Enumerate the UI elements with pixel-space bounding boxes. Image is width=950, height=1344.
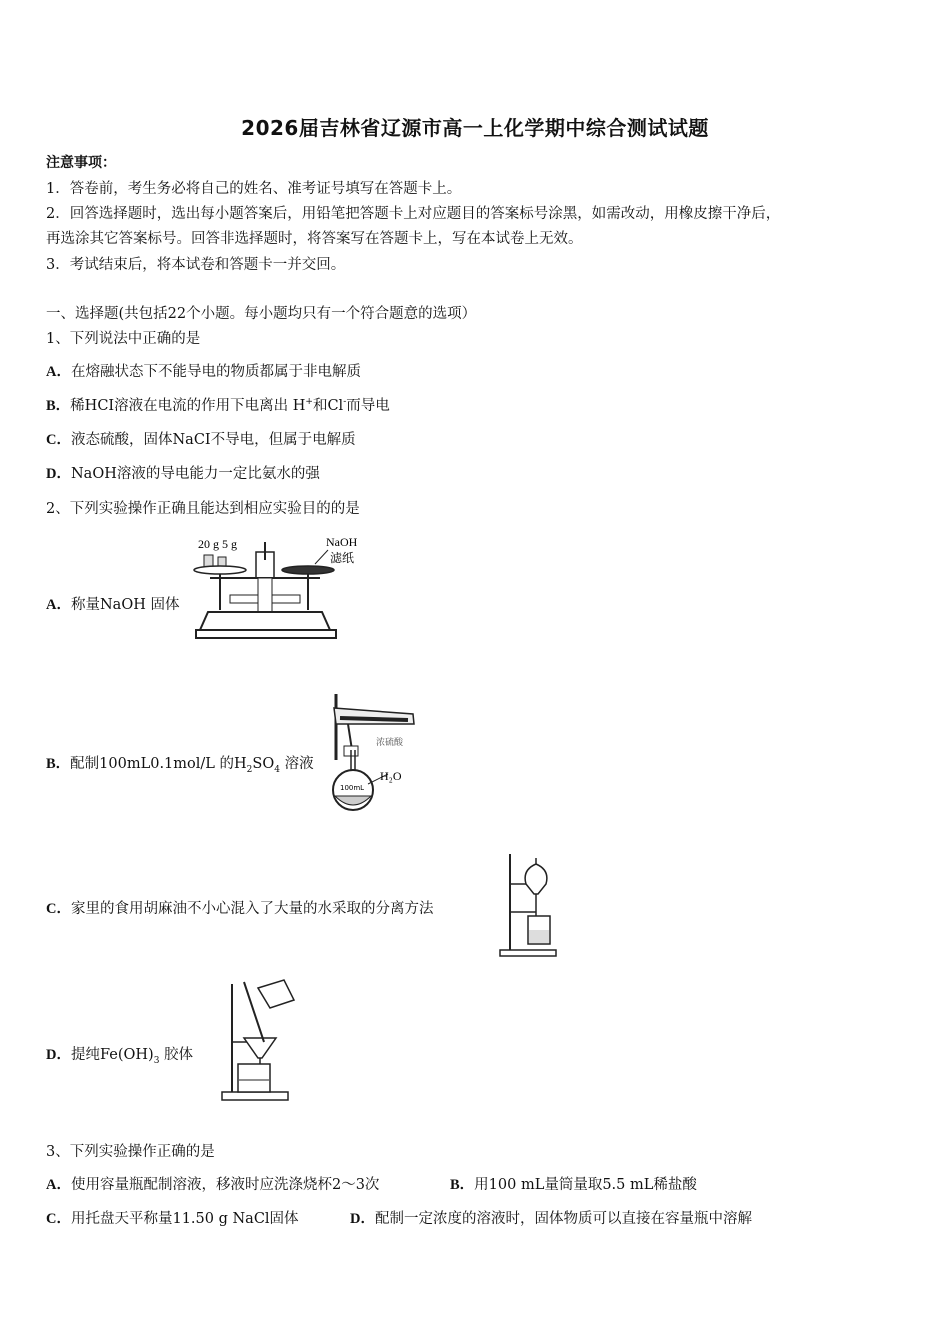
notice-item-2-cont: 再选涂其它答案标号。回答非选择题时，将答案写在答题卡上，写在本试卷上无效。 (46, 231, 583, 247)
option-text: 提纯Fe(OH) (70, 1047, 154, 1063)
q2-option-d (46, 1043, 193, 1064)
option-letter: A． (46, 364, 71, 380)
option-text: 稀HCI溶液在电流的作用下电离出 H (70, 398, 306, 414)
superscript: - (343, 397, 347, 408)
separatory-funnel-drawing (498, 850, 560, 958)
option-letter: C． (46, 901, 71, 917)
option-text: 配制一定浓度的溶液时，固体物质可以直接在容量瓶中溶解 (374, 1211, 752, 1227)
option-letter: C． (46, 432, 71, 448)
option-text: 溶液 (279, 756, 314, 772)
acid-label: 浓硫酸 (376, 738, 404, 748)
option-letter: B． (46, 398, 71, 414)
filtration-drawing (214, 976, 304, 1104)
page-title: 2026届吉林省辽源市高一上化学期中综合测试试题 (241, 116, 709, 140)
option-text: 胶体 (159, 1047, 194, 1063)
flask-label: 100mL (340, 784, 365, 792)
q3-option-b (450, 1173, 697, 1194)
weights-label: 20 g 5 g (198, 537, 237, 551)
subscript: 2 (246, 764, 253, 775)
option-text: 用100 mL量筒量取5.5 mL稀盐酸 (474, 1177, 697, 1193)
q3-option-a (46, 1173, 379, 1194)
notice-heading: 注意事项： (46, 155, 116, 171)
filtration-figure (214, 976, 304, 1104)
question-1-stem: 1、下列说法中正确的是 (46, 331, 201, 347)
option-text: 配制100mL0.1mol/L 的H (70, 756, 247, 772)
subscript: 4 (274, 764, 280, 775)
notice-item-2: 2．回答选择题时，选出每小题答案后，用铅笔把答题卡上对应题目的答案标号涂黑，如需改动，用橡皮擦干净后， (46, 206, 781, 222)
balance-figure (190, 530, 375, 645)
option-letter: D． (46, 466, 71, 482)
separatory-funnel-figure (498, 850, 560, 958)
option-text: 用托盘天平称量11.50 g NaCl固体 (70, 1211, 299, 1227)
notice-item-3: 3．考试结束后，将本试卷和答题卡一并交回。 (46, 257, 346, 273)
question-3-stem: 3、下列实验操作正确的是 (46, 1144, 215, 1160)
subscript: 3 (153, 1055, 160, 1066)
option-letter: D． (350, 1211, 375, 1227)
q3-option-d (350, 1207, 752, 1228)
question-2-stem: 2、下列实验操作正确且能达到相应实验目的的是 (46, 501, 360, 517)
option-text: 家里的食用胡麻油不小心混入了大量的水采取的分离方法 (70, 901, 434, 917)
option-text: 使用容量瓶配制溶液，移液时应洗涤烧杯2～3次 (70, 1177, 380, 1193)
water-label: H₂O (380, 769, 402, 783)
option-text: 和Cl (312, 398, 344, 414)
option-letter: D． (46, 1047, 71, 1063)
q3-option-c (46, 1207, 299, 1228)
option-letter: A． (46, 1177, 71, 1193)
q1-option-d (46, 462, 320, 483)
notice-item-1: 1．答卷前，考生务必将自己的姓名、准考证号填写在答题卡上。 (46, 181, 462, 197)
option-letter: B． (450, 1177, 475, 1193)
naoh-label: NaOH (326, 535, 358, 549)
flask-figure (318, 690, 428, 815)
filter-paper-label: 滤纸 (330, 551, 355, 565)
q1-option-b (46, 394, 390, 415)
q1-option-a (46, 360, 361, 381)
option-letter: C． (46, 1211, 71, 1227)
option-text: SO (252, 756, 275, 772)
balance-drawing (190, 530, 375, 645)
option-text: NaOH溶液的导电能力一定比氨水的强 (70, 466, 320, 482)
q2-option-a (46, 593, 179, 614)
q2-option-b (46, 752, 314, 773)
option-letter: B． (46, 756, 71, 772)
option-text: 称量NaOH 固体 (70, 597, 180, 613)
option-text: 液态硫酸，固体NaCI不导电，但属于电解质 (70, 432, 356, 448)
flask-drawing (318, 690, 428, 815)
q1-option-c (46, 428, 356, 449)
option-text: 而导电 (346, 398, 390, 414)
superscript: + (305, 397, 313, 408)
option-text: 在熔融状态下不能导电的物质都属于非电解质 (70, 364, 361, 380)
option-letter: A． (46, 597, 71, 613)
q2-option-c (46, 897, 433, 918)
section-heading: 一、选择题(共包括22个小题。每小题均只有一个符合题意的选项） (46, 306, 477, 322)
